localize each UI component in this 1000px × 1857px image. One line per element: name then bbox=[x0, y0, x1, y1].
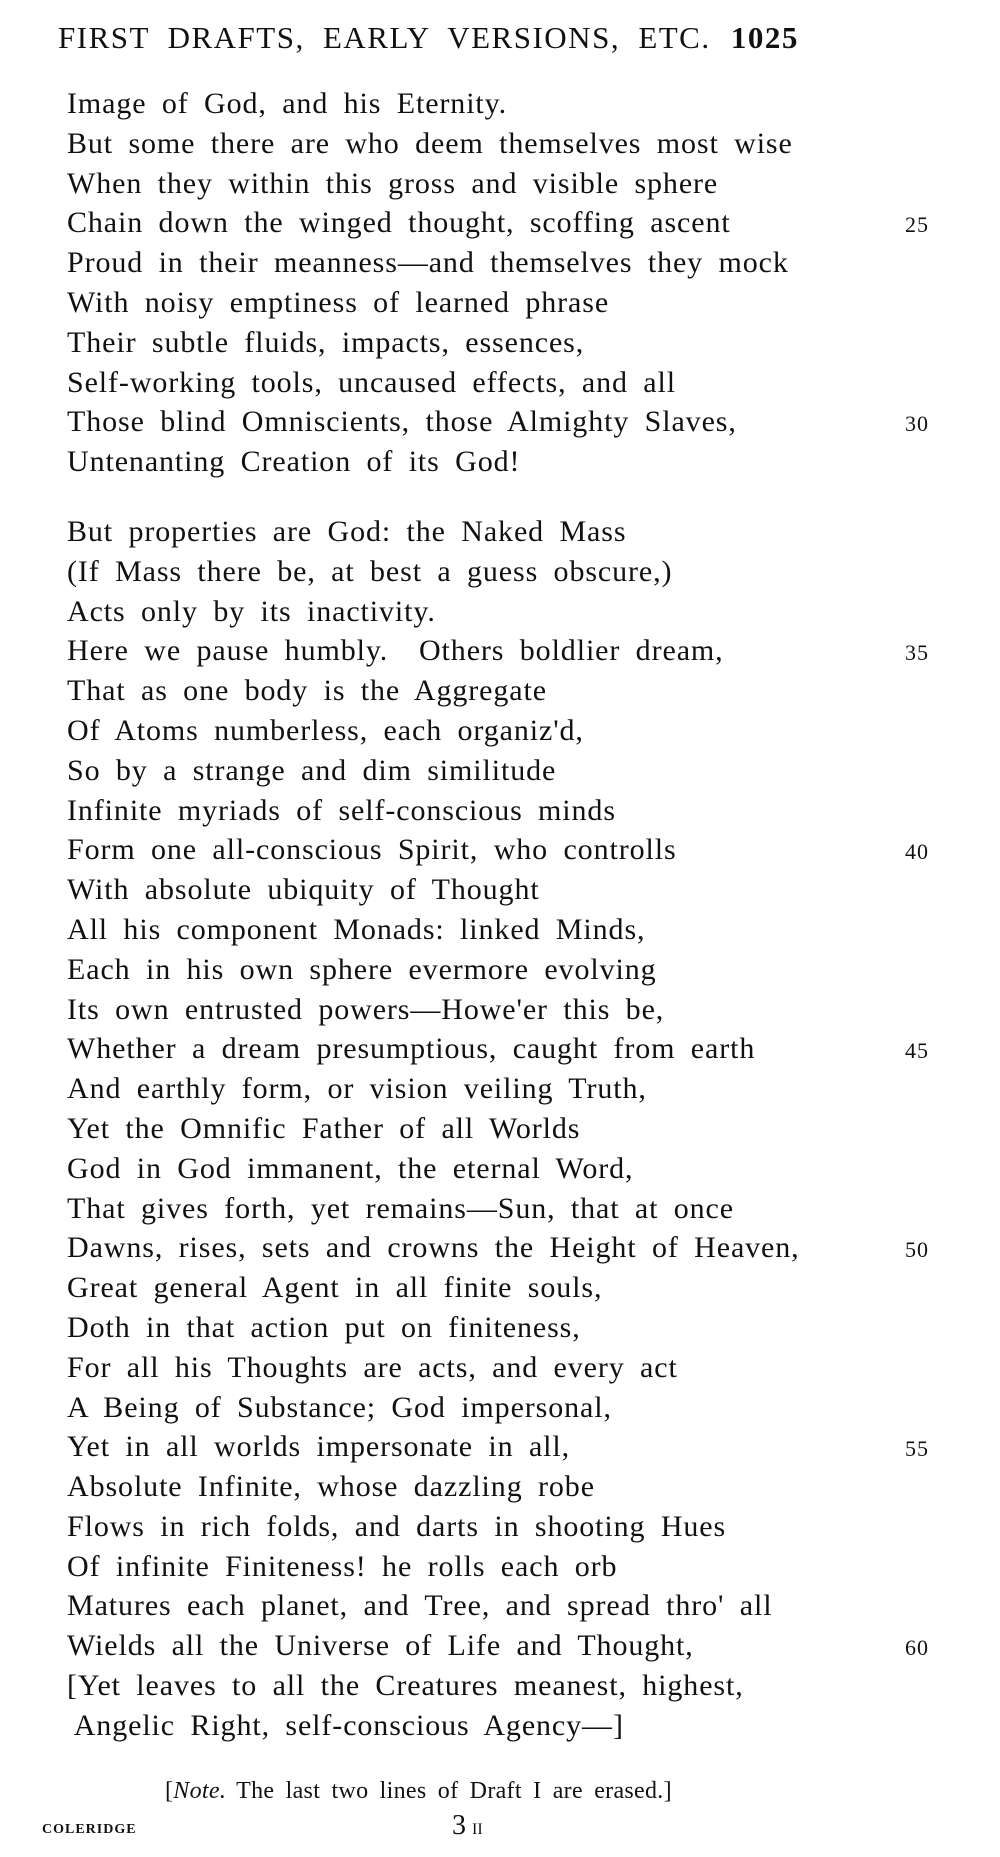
verse-text: Here we pause humbly. Others boldlier dream, bbox=[67, 634, 724, 668]
line-number: 35 bbox=[905, 640, 929, 666]
verse-text: Matures each planet, and Tree, and spread thro' all bbox=[67, 1589, 773, 1623]
verse-text: Wields all the Universe of Life and Thought, bbox=[67, 1629, 694, 1663]
verse-line bbox=[67, 751, 947, 791]
verse-text: Each in his own sphere evermore evolving bbox=[67, 952, 657, 986]
verse-line bbox=[67, 830, 947, 870]
verse-text: Absolute Infinite, whose dazzling robe bbox=[67, 1470, 595, 1504]
verse-line bbox=[67, 1706, 947, 1746]
verse-line bbox=[67, 323, 947, 363]
line-number: 40 bbox=[905, 839, 929, 865]
verse-line bbox=[67, 243, 947, 283]
verse-line bbox=[67, 283, 947, 323]
sheet-number: 3 bbox=[452, 1810, 466, 1841]
verse-text: Dawns, rises, sets and crowns the Height of Heaven, bbox=[67, 1231, 800, 1265]
verse-text: Angelic Right, self-conscious Agency—] bbox=[67, 1708, 624, 1742]
verse-line bbox=[67, 910, 947, 950]
verse-line bbox=[67, 791, 947, 831]
page-number: 1025 bbox=[730, 20, 799, 55]
verse-line bbox=[67, 1268, 947, 1308]
verse-line bbox=[67, 512, 947, 552]
verse-line bbox=[67, 1069, 947, 1109]
verse-text: Acts only by its inactivity. bbox=[67, 594, 436, 628]
line-number: 50 bbox=[905, 1237, 929, 1263]
verse-text: For all his Thoughts are acts, and every act bbox=[67, 1350, 678, 1384]
verse-text: Untenanting Creation of its God! bbox=[67, 445, 521, 479]
verse-text: But properties are God: the Naked Mass bbox=[67, 514, 627, 548]
verse-text: But some there are who deem themselves most wise bbox=[67, 126, 793, 160]
verse-text: All his component Monads: linked Minds, bbox=[67, 912, 646, 946]
verse-text: (If Mass there be, at best a guess obscure,) bbox=[67, 554, 673, 588]
verse-line bbox=[67, 711, 947, 751]
verse-line bbox=[67, 402, 947, 442]
verse-line bbox=[67, 1228, 947, 1268]
verse-line bbox=[67, 442, 947, 482]
verse-text: Their subtle fluids, impacts, essences, bbox=[67, 325, 585, 359]
running-header bbox=[58, 20, 928, 56]
line-number: 55 bbox=[905, 1436, 929, 1462]
line-number: 30 bbox=[905, 411, 929, 437]
verse-text: Of Atoms numberless, each organiz'd, bbox=[67, 713, 584, 747]
verse-text: Its own entrusted powers—Howe'er this be, bbox=[67, 992, 665, 1026]
note-bracket: [ bbox=[165, 1778, 174, 1804]
verse-line bbox=[67, 1149, 947, 1189]
verse-line bbox=[67, 1109, 947, 1149]
volume-number: II bbox=[472, 1821, 483, 1838]
verse-text: Proud in their meanness—and themselves they mock bbox=[67, 246, 789, 280]
editorial-note bbox=[165, 1778, 672, 1805]
line-number: 25 bbox=[905, 212, 929, 238]
verse-text: Yet the Omnific Father of all Worlds bbox=[67, 1111, 581, 1145]
verse-text: Chain down the winged thought, scoffing ascent bbox=[67, 206, 731, 240]
verse-text: Form one all-conscious Spirit, who controlls bbox=[67, 833, 677, 867]
verse-text: Infinite myriads of self-conscious minds bbox=[67, 793, 616, 827]
verse-line bbox=[67, 164, 947, 204]
verse-text: Great general Agent in all finite souls, bbox=[67, 1271, 603, 1305]
verse-line bbox=[67, 870, 947, 910]
verse-line bbox=[67, 363, 947, 403]
verse-text: When they within this gross and visible sphere bbox=[67, 166, 719, 200]
verse-text: And earthly form, or vision veiling Truth, bbox=[67, 1072, 647, 1106]
verse-text: Self-working tools, uncaused effects, and all bbox=[67, 365, 676, 399]
verse-text: Flows in rich folds, and darts in shooting Hues bbox=[67, 1509, 727, 1543]
verse-line bbox=[67, 1666, 947, 1706]
verse-line bbox=[67, 592, 947, 632]
header-title: FIRST DRAFTS, EARLY VERSIONS, ETC. bbox=[58, 20, 711, 55]
verse-line bbox=[67, 552, 947, 592]
line-number: 60 bbox=[905, 1635, 929, 1661]
verse-line bbox=[67, 671, 947, 711]
verse-text: That gives forth, yet remains—Sun, that at once bbox=[67, 1191, 734, 1225]
verse-text: Those blind Omniscients, those Almighty Slaves, bbox=[67, 405, 737, 439]
verse-line bbox=[67, 1029, 947, 1069]
verse-line bbox=[67, 1427, 947, 1467]
verse-text: Whether a dream presumptious, caught from earth bbox=[67, 1032, 756, 1066]
verse-line bbox=[67, 1348, 947, 1388]
note-label: Note. bbox=[173, 1778, 227, 1804]
line-number: 45 bbox=[905, 1038, 929, 1064]
verse-text: A Being of Substance; God impersonal, bbox=[67, 1390, 612, 1424]
verse-text: [Yet leaves to all the Creatures meanest, highest, bbox=[67, 1669, 744, 1703]
verse-line bbox=[67, 950, 947, 990]
note-text: The last two lines of Draft I are erased.] bbox=[236, 1778, 672, 1804]
verse-text: That as one body is the Aggregate bbox=[67, 674, 547, 708]
verse-line bbox=[67, 1308, 947, 1348]
verse-text: God in God immanent, the eternal Word, bbox=[67, 1151, 634, 1185]
poem-text bbox=[67, 84, 947, 1746]
verse-text: Doth in that action put on finiteness, bbox=[67, 1310, 581, 1344]
verse-line bbox=[67, 1189, 947, 1229]
verse-line bbox=[67, 1626, 947, 1666]
verse-text: With absolute ubiquity of Thought bbox=[67, 873, 540, 907]
verse-text: So by a strange and dim similitude bbox=[67, 753, 557, 787]
verse-line bbox=[67, 84, 947, 124]
verse-line bbox=[67, 1467, 947, 1507]
stanza-break bbox=[67, 482, 947, 512]
verse-line bbox=[67, 990, 947, 1030]
verse-line bbox=[67, 631, 947, 671]
verse-line bbox=[67, 1507, 947, 1547]
verse-text: Image of God, and his Eternity. bbox=[67, 87, 508, 120]
signature-mark bbox=[452, 1810, 483, 1842]
verse-text: With noisy emptiness of learned phrase bbox=[67, 285, 610, 319]
verse-line bbox=[67, 1388, 947, 1428]
verse-line bbox=[67, 1547, 947, 1587]
verse-line bbox=[67, 1586, 947, 1626]
verse-line bbox=[67, 203, 947, 243]
verse-text: Of infinite Finiteness! he rolls each orb bbox=[67, 1549, 618, 1583]
verse-line bbox=[67, 124, 947, 164]
verse-text: Yet in all worlds impersonate in all, bbox=[67, 1430, 571, 1464]
printer-signature: COLERIDGE bbox=[42, 1822, 137, 1837]
